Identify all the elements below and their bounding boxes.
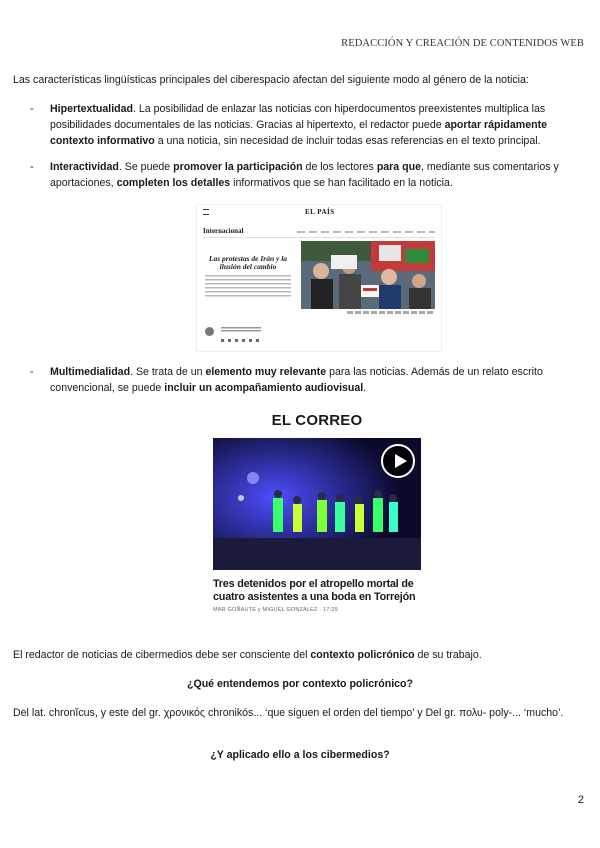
text-run: a una noticia, sin necesidad de incluir todas esas referencias en el texto principal. xyxy=(154,135,541,147)
etymology-paragraph: Del lat. chronĭcus, y este del gr. χρονικός chronikós... ‘que siguen el orden del tiempo’ y Del gr. πολυ- poly-... ‘mucho’. xyxy=(13,707,564,719)
text-run: . La posibilidad de enlazar las noticias con hiperdocumentos preexistentes multiplica las posibilidades documentales de las noticias. Gracias al hipertexto, el redactor puede xyxy=(50,103,546,131)
bold-run: para que xyxy=(376,161,421,173)
elpais-headline: Las protestas de Irán y la ilusión del cambio xyxy=(208,254,288,271)
question-cibermedios xyxy=(13,747,587,763)
bold-run: Multimedialidad xyxy=(50,366,131,378)
bullet-text xyxy=(50,159,582,191)
question-text: ¿Y aplicado ello a los cibermedios? xyxy=(210,749,390,761)
elcorreo-headline[interactable]: Tres detenidos por el atropello mortal de cuatro asistentes a una boda en Torrejón xyxy=(213,578,416,603)
document-header: REDACCIÓN Y CREACIÓN DE CONTENIDOS WEB xyxy=(341,38,584,49)
elpais-nav xyxy=(297,231,435,233)
text-run: El redactor de noticias de cibermedios debe ser consciente del xyxy=(13,649,311,661)
text-run: , mediante sus comentarios y aportaciones, xyxy=(50,161,559,189)
play-icon[interactable] xyxy=(381,444,415,478)
bold-run: incluir un acompañamiento audiovisual xyxy=(164,382,364,394)
text-run: de los lectores xyxy=(302,161,377,173)
text-run: de su trabajo. xyxy=(414,649,482,661)
bold-run: Hipertextualidad xyxy=(50,103,134,115)
bullet-hipertextualidad xyxy=(30,101,582,149)
contexto-paragraph xyxy=(13,647,587,663)
question-text: ¿Qué entendemos por contexto policrónico? xyxy=(186,678,414,690)
bullet-dash: - xyxy=(30,161,34,173)
text-run: . xyxy=(363,382,367,394)
question-contexto-policronico xyxy=(13,676,587,692)
elpais-logo: EL PAÍS xyxy=(305,208,335,216)
text-run: para las noticias. Además de un relato escrito convencional, se puede xyxy=(50,366,543,394)
elpais-section: Internacional xyxy=(203,227,244,235)
hamburger-icon xyxy=(203,209,209,215)
bold-run: promover la participación xyxy=(173,161,303,173)
bold-run: completen los detalles xyxy=(116,177,231,189)
intro-paragraph: Las características lingüísticas principales del ciberespacio afectan del siguiente modo al género de la noticia: xyxy=(13,74,529,86)
bullet-text xyxy=(50,364,582,396)
share-icons xyxy=(221,339,261,342)
elpais-screenshot xyxy=(196,204,442,352)
text-run: . Se puede xyxy=(118,161,174,173)
bullet-dash: - xyxy=(30,103,34,115)
video-player[interactable] xyxy=(213,438,421,570)
elpais-caption xyxy=(347,311,435,314)
text-run: . Se trata de un xyxy=(130,366,206,378)
elpais-divider xyxy=(203,237,435,238)
author-info xyxy=(221,327,261,333)
bullet-interactividad xyxy=(30,159,582,191)
bold-run: Interactividad xyxy=(50,161,119,173)
bold-run: elemento muy relevante xyxy=(205,366,327,378)
elpais-photo xyxy=(301,241,435,309)
text-run: informativos que se han facilitado en la noticia. xyxy=(230,177,453,189)
bullet-text xyxy=(50,101,582,149)
bold-run: aportar rápidamente contexto informativo xyxy=(50,119,547,147)
elpais-subtitle xyxy=(205,275,291,299)
bold-run: contexto policrónico xyxy=(310,649,415,661)
elcorreo-byline: MAR GOÑAUTE y MIGUEL GONZÁLEZ · 17:29 xyxy=(213,607,338,613)
bullet-dash: - xyxy=(30,366,34,378)
bullet-multimedialidad xyxy=(30,364,582,396)
elcorreo-logo: EL CORREO xyxy=(271,412,363,429)
author-avatar xyxy=(205,327,214,336)
page-number: 2 xyxy=(577,794,584,806)
